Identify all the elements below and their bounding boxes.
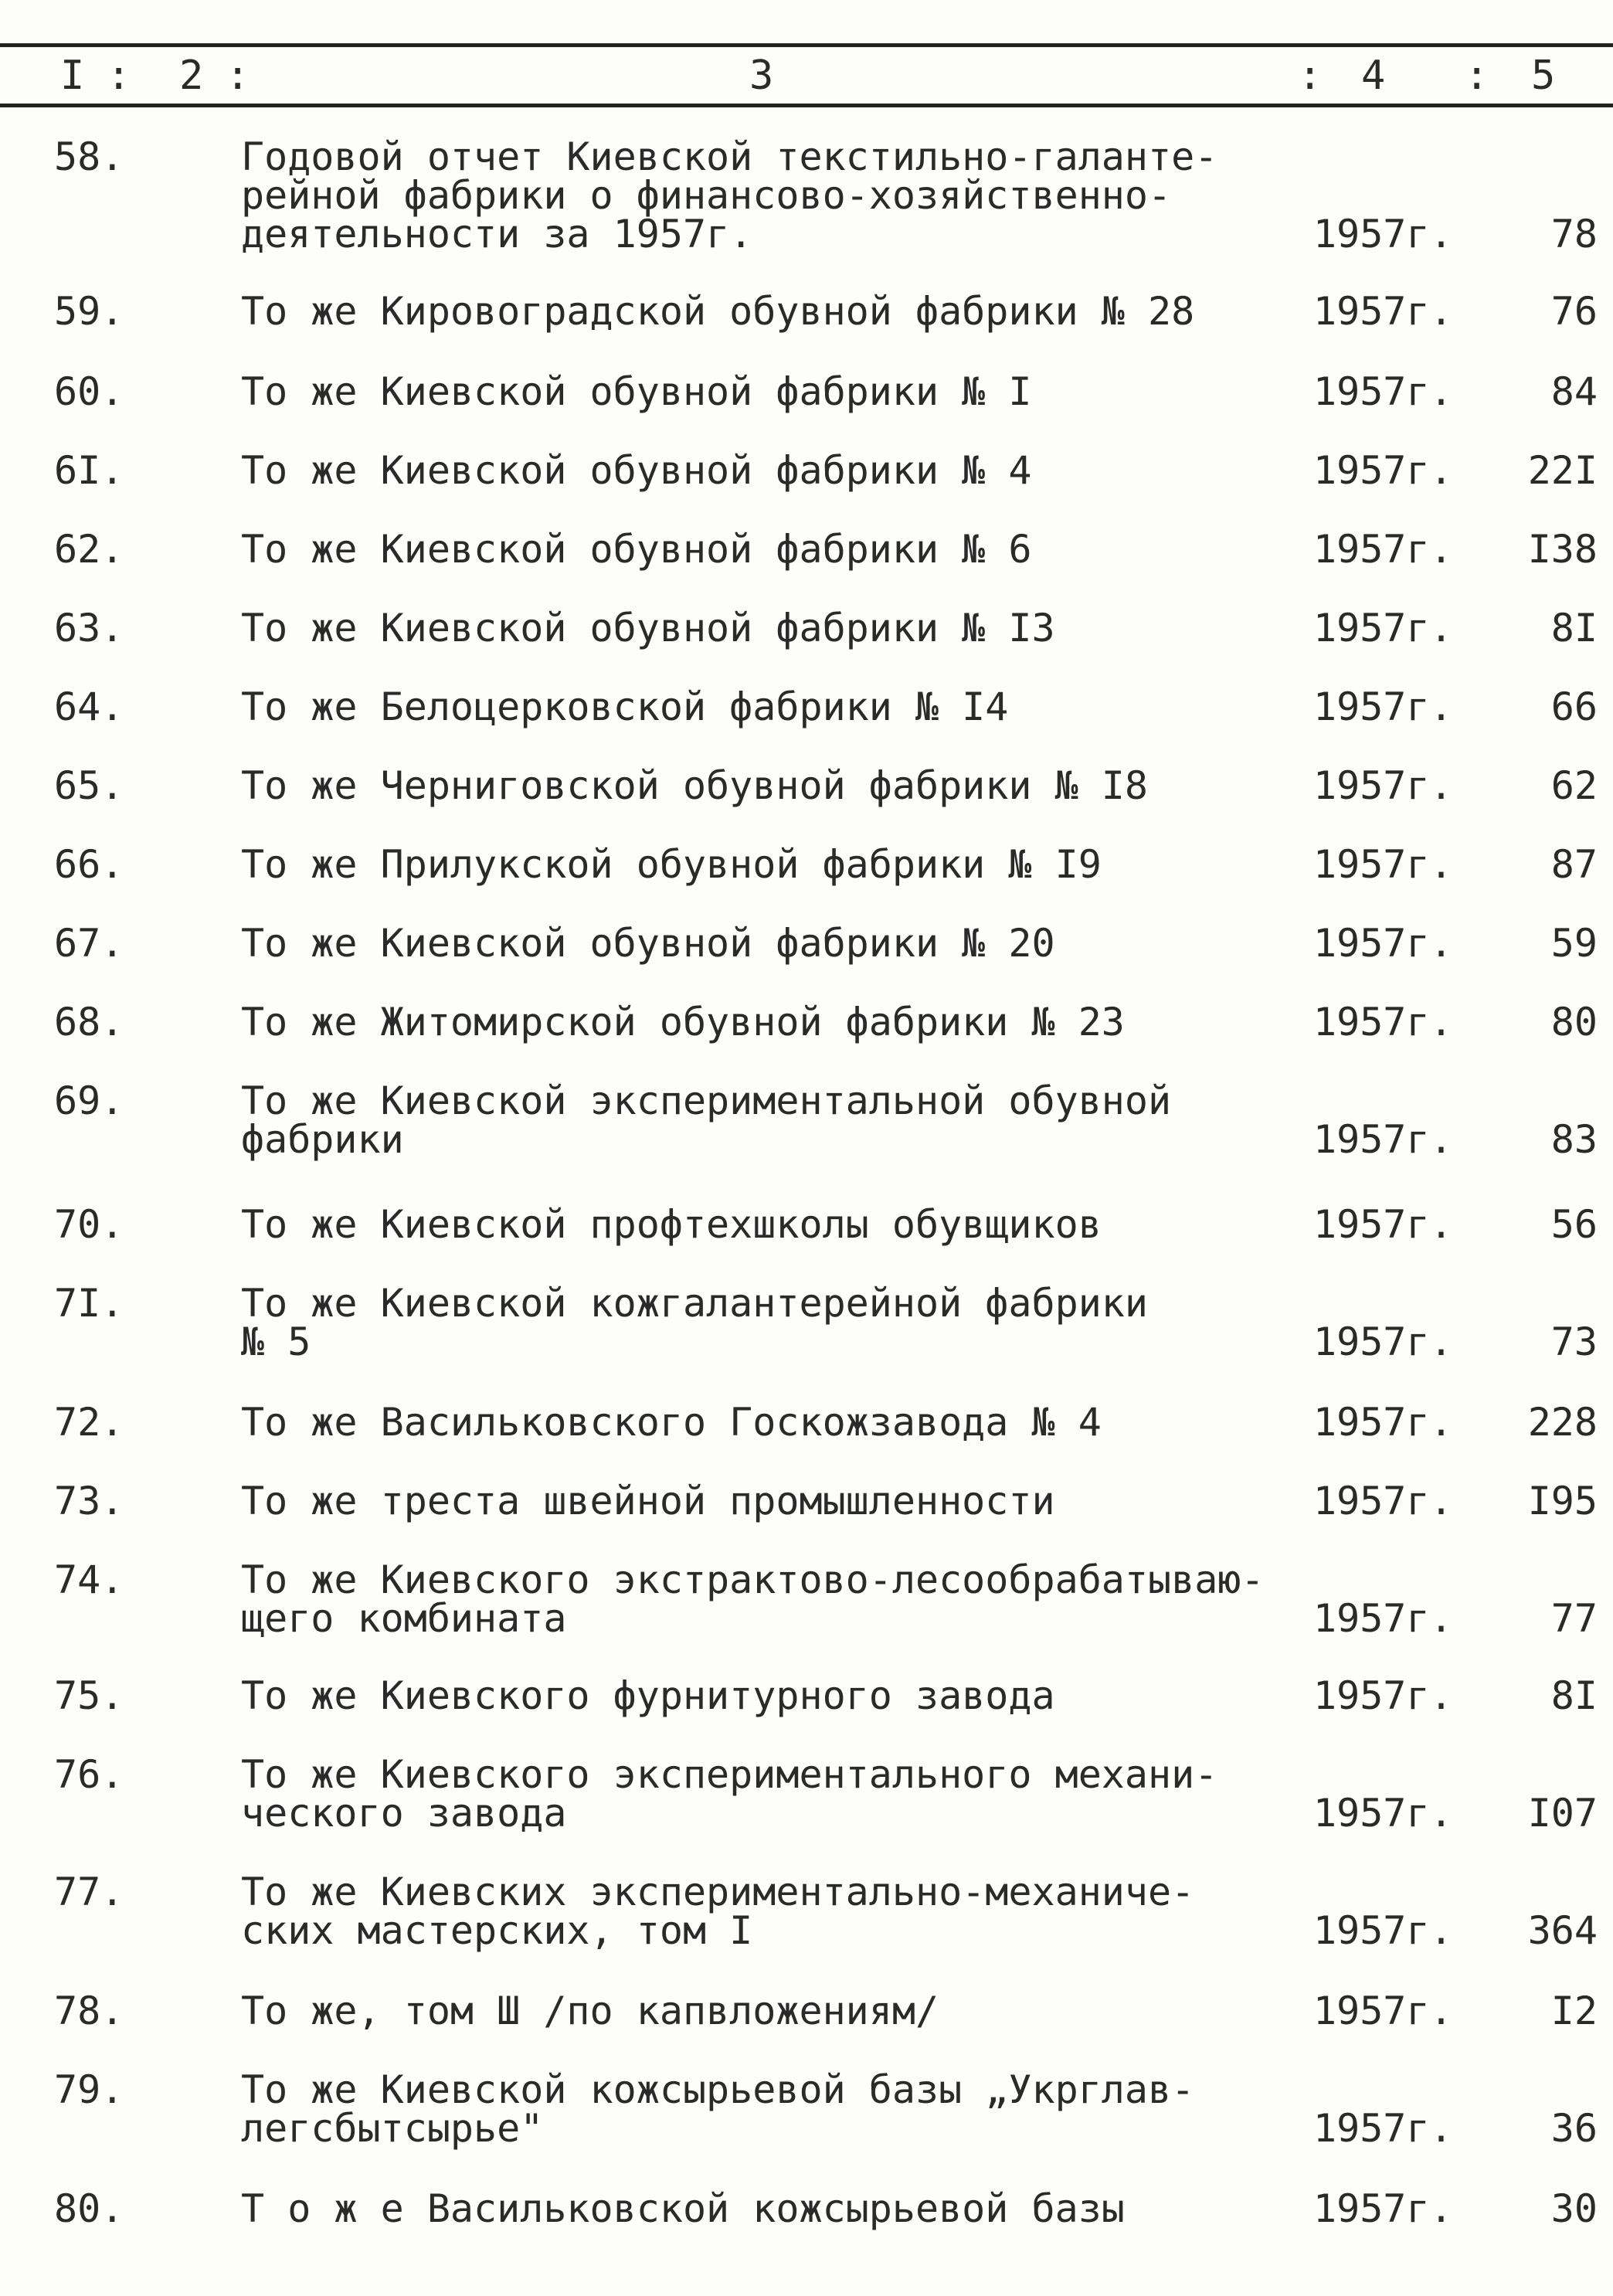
- entry-number: 76.: [54, 1752, 124, 1797]
- entry-description: То же Черниговской обувной фабрики № I8: [241, 763, 1148, 808]
- entry-description: То же треста швейной промышленности: [241, 1479, 1055, 1523]
- entry-page-count: 30: [1550, 2186, 1598, 2231]
- entry-number: 77.: [54, 1870, 124, 1914]
- column-header-1: I: [60, 53, 85, 99]
- entry-number: 64.: [54, 684, 124, 729]
- entry-page-count: I95: [1527, 1479, 1598, 1523]
- entry-number: 66.: [54, 842, 124, 887]
- entry-year: 1957г.: [1313, 1989, 1453, 2033]
- entry-page-count: 77: [1550, 1596, 1598, 1641]
- header-bottom-rule: [0, 104, 1613, 107]
- column-header-4: 4: [1361, 53, 1386, 99]
- column-header-5: 5: [1531, 53, 1556, 99]
- entry-page-count: 84: [1550, 369, 1598, 414]
- entry-number: 73.: [54, 1479, 124, 1523]
- entry-number: 70.: [54, 1202, 124, 1247]
- entry-year: 1957г.: [1313, 1202, 1453, 1247]
- entry-number: 78.: [54, 1989, 124, 2033]
- entry-year: 1957г.: [1313, 448, 1453, 493]
- entry-page-count: 228: [1527, 1400, 1598, 1445]
- entry-description: То же Прилукской обувной фабрики № I9: [241, 842, 1102, 887]
- entry-year: 1957г.: [1313, 2186, 1453, 2231]
- entry-number: 59.: [54, 289, 124, 334]
- entry-description: То же Житомирской обувной фабрики № 23: [241, 1000, 1125, 1044]
- column-header-separator: :: [1465, 53, 1489, 99]
- entry-number: 67.: [54, 921, 124, 966]
- entry-page-count: 8I: [1550, 606, 1598, 650]
- entry-description: То же Киевского фурнитурного завода: [241, 1673, 1055, 1718]
- entry-number: 7I.: [54, 1281, 124, 1326]
- entry-year: 1957г.: [1313, 2106, 1453, 2151]
- entry-description: То же Васильковского Госкожзавода № 4: [241, 1400, 1102, 1445]
- column-header-2: 2: [179, 53, 204, 99]
- entry-description: То же Киевской обувной фабрики № 4: [241, 448, 1032, 493]
- entry-number: 63.: [54, 606, 124, 650]
- entry-year: 1957г.: [1313, 1117, 1453, 1162]
- entry-description: То же Киевской профтехшколы обувщиков: [241, 1202, 1102, 1247]
- entry-number: 80.: [54, 2186, 124, 2231]
- column-header-separator: :: [226, 53, 250, 99]
- entry-number: 74.: [54, 1557, 124, 1602]
- header-top-rule: [0, 43, 1613, 47]
- entry-page-count: I2: [1550, 1989, 1598, 2033]
- entry-description: То же Киевской обувной фабрики № I3: [241, 606, 1055, 650]
- entry-page-count: I07: [1527, 1791, 1598, 1836]
- entry-page-count: 80: [1550, 1000, 1598, 1044]
- entry-description: То же Кировоградской обувной фабрики № 28: [241, 289, 1195, 334]
- entry-description: Годовой отчет Киевской текстильно-галанте- рейной фабрики о финансово-хозяйственно- деятельности за 1957г.: [241, 134, 1218, 256]
- entry-year: 1957г.: [1313, 527, 1453, 572]
- entry-page-count: 364: [1527, 1908, 1598, 1953]
- entry-year: 1957г.: [1313, 212, 1453, 256]
- entry-year: 1957г.: [1313, 606, 1453, 650]
- entry-page-count: 62: [1550, 763, 1598, 808]
- column-header-separator: :: [1298, 53, 1323, 99]
- entry-number: 68.: [54, 1000, 124, 1044]
- column-header-3: 3: [749, 53, 774, 99]
- entry-description: То же Киевской обувной фабрики № I: [241, 369, 1032, 414]
- entry-page-count: 8I: [1550, 1673, 1598, 1718]
- entry-year: 1957г.: [1313, 1000, 1453, 1044]
- entry-year: 1957г.: [1313, 684, 1453, 729]
- entry-year: 1957г.: [1313, 1596, 1453, 1641]
- entry-year: 1957г.: [1313, 921, 1453, 966]
- entry-description: То же Киевской обувной фабрики № 6: [241, 527, 1032, 572]
- entry-year: 1957г.: [1313, 763, 1453, 808]
- entry-description: То же Киевской кожгалантерейной фабрики № 5: [241, 1281, 1148, 1364]
- entry-description: То же Киевской обувной фабрики № 20: [241, 921, 1055, 966]
- entry-description: То же, том Ш /по капвложениям/: [241, 1989, 939, 2033]
- entry-year: 1957г.: [1313, 1673, 1453, 1718]
- column-header-separator: :: [107, 53, 131, 99]
- entry-description: То же Киевского экспериментального механи- ческого завода: [241, 1752, 1218, 1836]
- entry-description: То же Белоцерковской фабрики № I4: [241, 684, 1009, 729]
- entry-number: 62.: [54, 527, 124, 572]
- entry-number: 79.: [54, 2067, 124, 2112]
- entry-description: То же Киевских экспериментально-механиче- ских мастерских, том I: [241, 1870, 1195, 1953]
- entry-description: То же Киевской экспериментальной обувной фабрики: [241, 1078, 1172, 1162]
- entry-year: 1957г.: [1313, 1479, 1453, 1523]
- entry-page-count: 36: [1550, 2106, 1598, 2151]
- entry-year: 1957г.: [1313, 289, 1453, 334]
- entry-description: Т о ж е Васильковской кожсырьевой базы: [241, 2186, 1125, 2231]
- entry-number: 58.: [54, 134, 124, 179]
- entry-number: 72.: [54, 1400, 124, 1445]
- entry-page-count: 83: [1550, 1117, 1598, 1162]
- entry-page-count: 78: [1550, 212, 1598, 256]
- entry-page-count: 76: [1550, 289, 1598, 334]
- entry-page-count: 73: [1550, 1320, 1598, 1364]
- entry-page-count: 87: [1550, 842, 1598, 887]
- entry-description: То же Киевской кожсырьевой базы „Укрглав- легсбытсырье": [241, 2067, 1195, 2151]
- entry-year: 1957г.: [1313, 1320, 1453, 1364]
- entry-number: 75.: [54, 1673, 124, 1718]
- entry-page-count: I38: [1527, 527, 1598, 572]
- entry-number: 6I.: [54, 448, 124, 493]
- entry-description: То же Киевского экстрактово-лесообрабатываю- щего комбината: [241, 1557, 1265, 1641]
- entry-year: 1957г.: [1313, 1791, 1453, 1836]
- entry-page-count: 59: [1550, 921, 1598, 966]
- entry-number: 60.: [54, 369, 124, 414]
- entry-number: 69.: [54, 1078, 124, 1123]
- entry-page-count: 66: [1550, 684, 1598, 729]
- entry-year: 1957г.: [1313, 842, 1453, 887]
- entry-year: 1957г.: [1313, 369, 1453, 414]
- entry-number: 65.: [54, 763, 124, 808]
- entry-page-count: 22I: [1527, 448, 1598, 493]
- entry-year: 1957г.: [1313, 1908, 1453, 1953]
- entry-year: 1957г.: [1313, 1400, 1453, 1445]
- entry-page-count: 56: [1550, 1202, 1598, 1247]
